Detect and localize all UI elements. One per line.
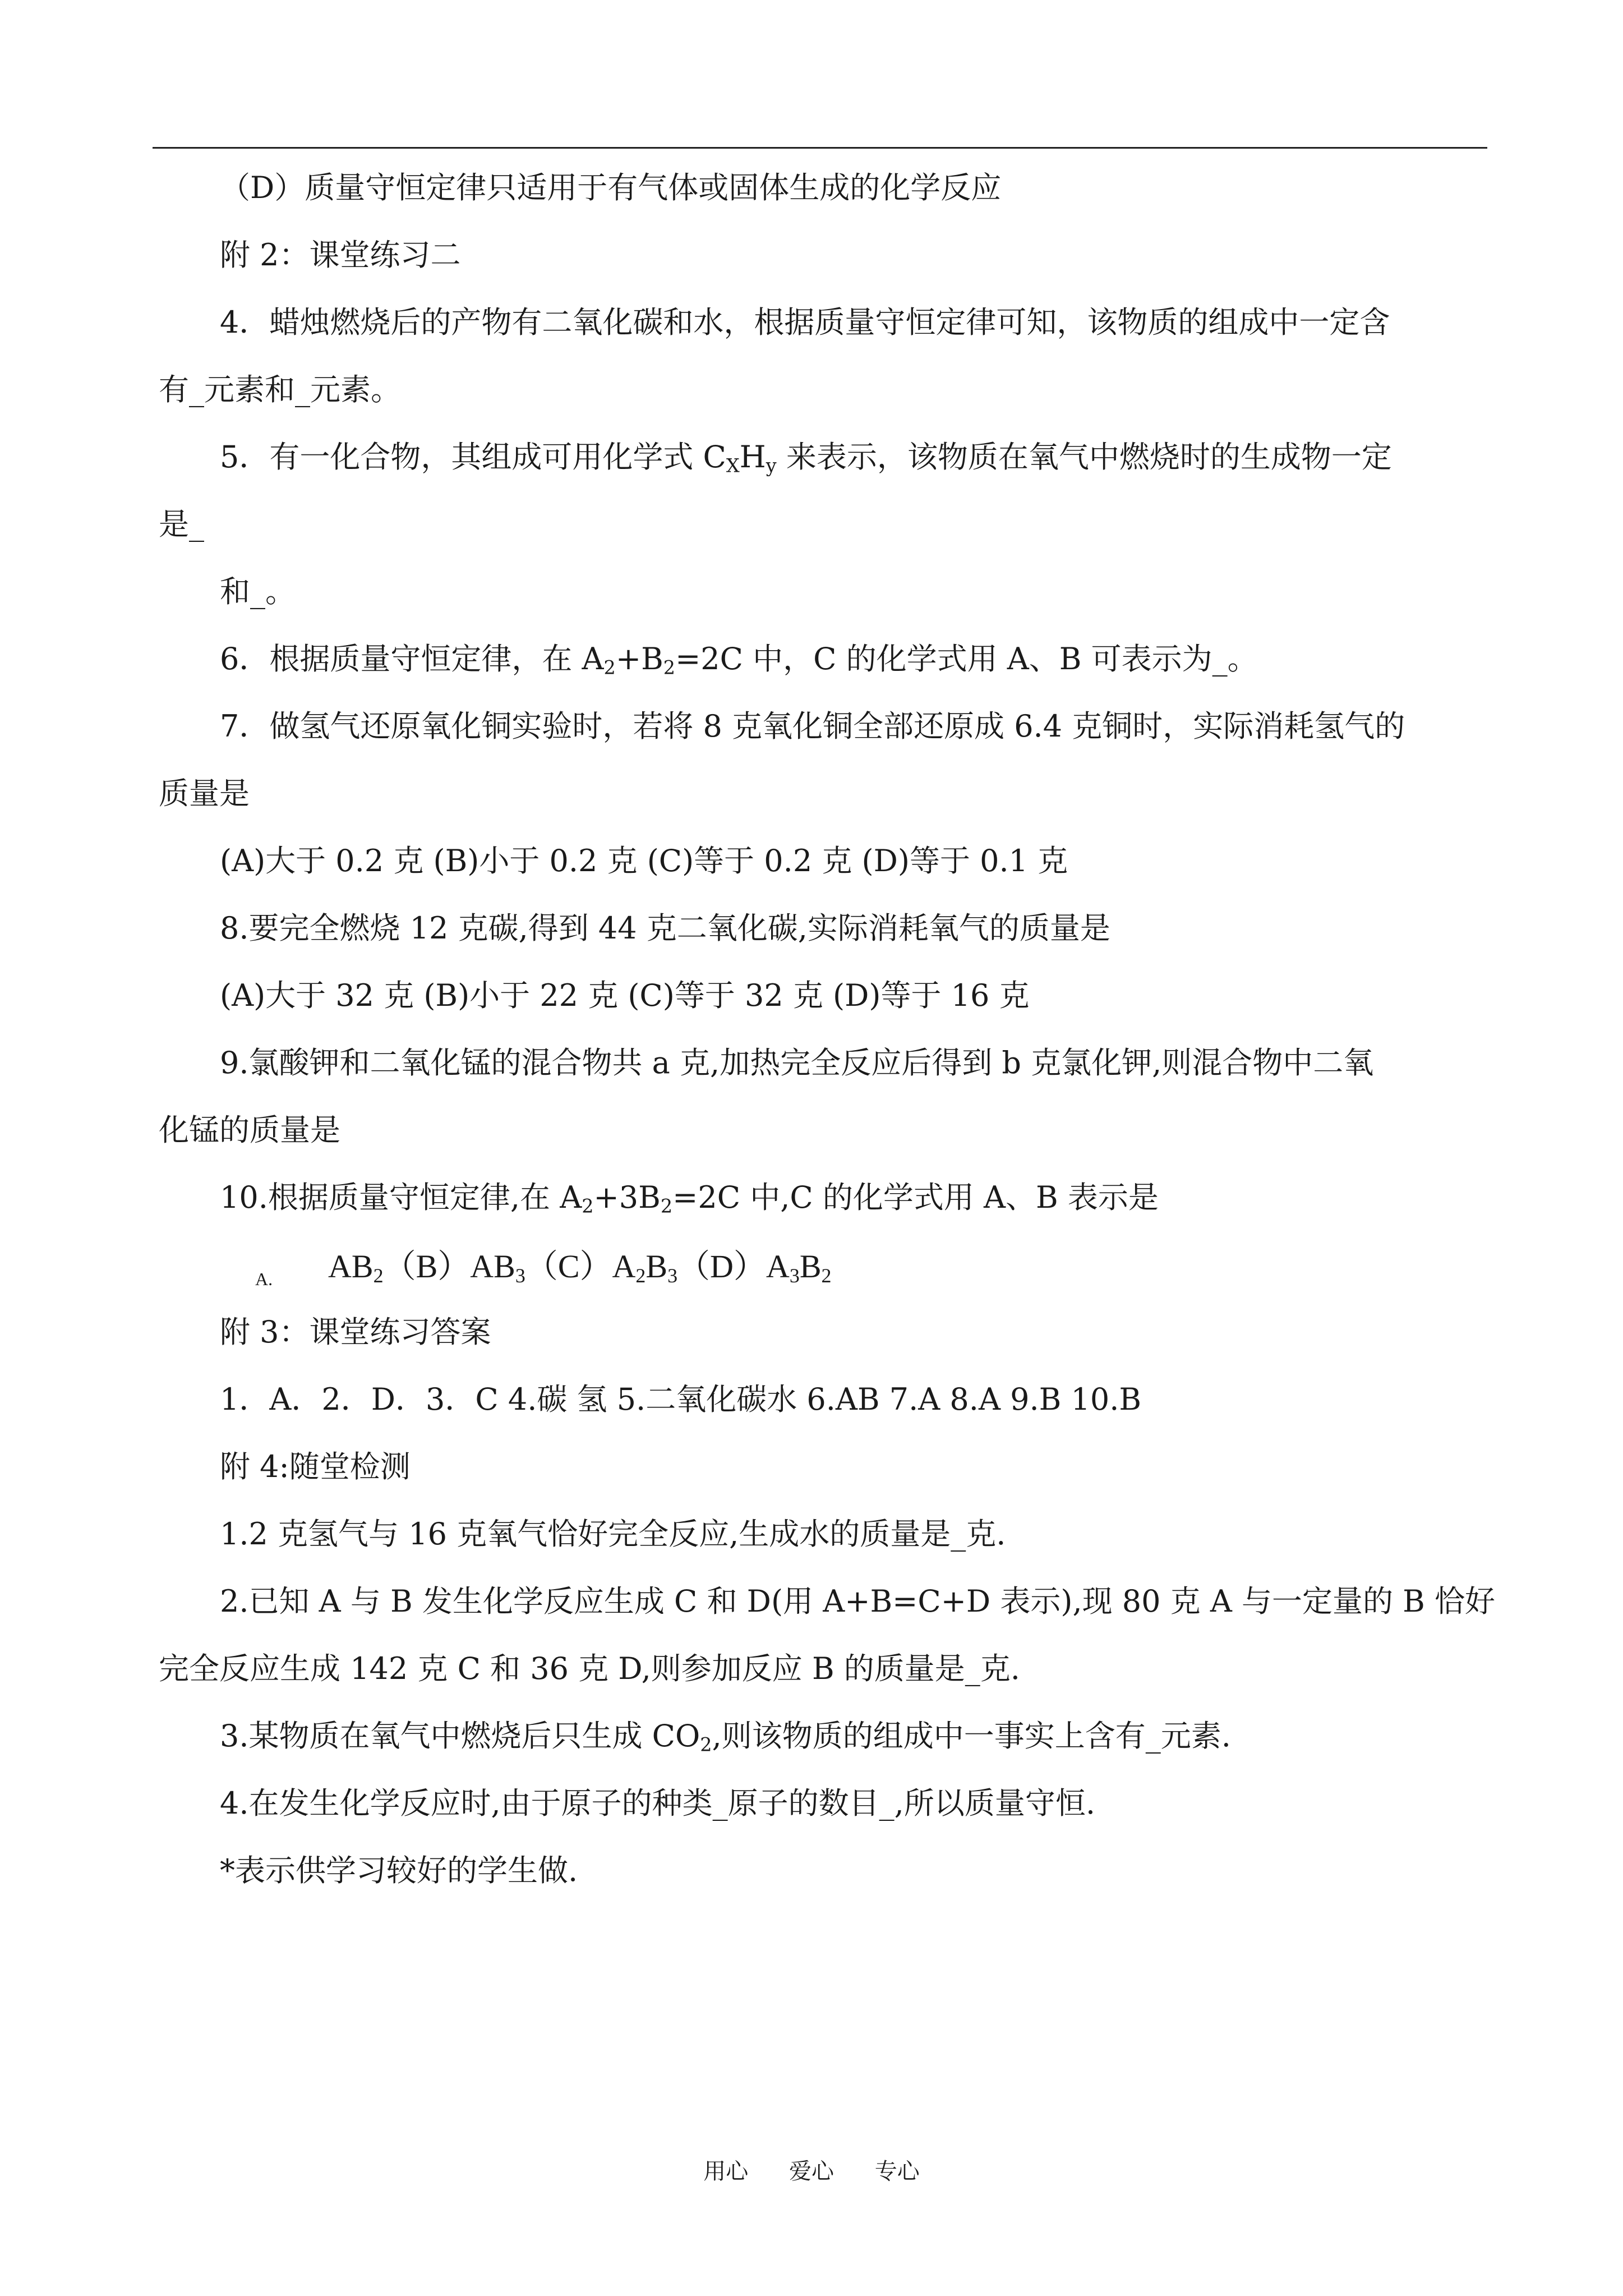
test-3-line: 3.某物质在氧气中燃烧后只生成 $CO_2$,则该物质的组成中一事实上含有_元素.	[220, 1718, 1231, 1756]
question-9-line-1: 9.氯酸钾和二氧化锰的混合物共 a 克,加热完全反应后得到 b 克氯化钾,则混合物中二氧	[220, 1045, 1374, 1080]
question-8-line: 8.要完全燃烧 12 克碳,得到 44 克二氧化碳,实际消耗氧气的质量是	[220, 910, 1110, 946]
question-10-options: $AB_2(B)AB_3(C)A_2B_3(D)A_3B_2$	[328, 1248, 832, 1287]
question-4-line-2: 有_元素和_元素。	[159, 372, 401, 407]
note-line: *表示供学习较好的学生做.	[220, 1853, 578, 1888]
question-7-line-2: 质量是	[159, 776, 250, 811]
question-8-options: (A)大于 32 克 (B)小于 22 克 (C)等于 32 克 (D)等于 16 克	[220, 978, 1030, 1013]
question-5-line-3: 和_。	[220, 574, 296, 609]
question-7-options: (A)大于 0.2 克 (B)小于 0.2 克 (C)等于 0.2 克 (D)等于 0.1 克	[220, 843, 1068, 878]
question-7-line-1: 7．做氢气还原氧化铜实验时，若将 8 克氧化铜全部还原成 6.4 克铜时，实际消耗氢气的	[220, 708, 1405, 744]
question-9-line-2: 化锰的质量是	[159, 1112, 340, 1148]
question-10-line: 10.根据质量守恒定律,在 $A_2+3B_2=2C$ 中,C 的化学式用 A、B 表示是	[220, 1180, 1159, 1217]
test-4-line: 4.在发生化学反应时,由于原子的种类_原子的数目_,所以质量守恒.	[220, 1786, 1096, 1821]
option-d-line: （D）质量守恒定律只适用于有气体或固体生成的化学反应	[220, 170, 1002, 205]
question-10-option-a-letter: A.	[255, 1269, 273, 1289]
question-6-line: 6．根据质量守恒定律，在 $A_2+B_2=2C$ 中，C 的化学式用 A、B 可表示为_。	[220, 641, 1258, 679]
test-1-line: 1.2 克氢气与 16 克氧气恰好完全反应,生成水的质量是_克.	[220, 1516, 1006, 1552]
appendix-2-heading: 附 2：课堂练习二	[220, 237, 461, 273]
test-2-line-1: 2.已知 A 与 B 发生化学反应生成 C 和 D(用 A+B=C+D 表示),现 80 克 A 与一定量的 B 恰好	[220, 1584, 1496, 1619]
appendix-4-heading: 附 4:随堂检测	[220, 1449, 411, 1484]
question-5-line-1: 5．有一化合物，其组成可用化学式 $C_XH_y$ 来表示，该物质在氧气中燃烧时的生成物一定	[220, 439, 1392, 477]
appendix-3-heading: 附 3：课堂练习答案	[220, 1314, 491, 1350]
header-rule	[153, 147, 1487, 149]
page-footer: 用心 爱心 专心	[703, 2159, 920, 2184]
answers-line: 1．A．2．D．3．C 4.碳 氢 5.二氧化碳水 6.AB 7.A 8.A 9.B 10.B	[220, 1382, 1142, 1417]
question-5-line-2: 是_	[159, 507, 204, 542]
question-4-line-1: 4．蜡烛燃烧后的产物有二氧化碳和水，根据质量守恒定律可知，该物质的组成中一定含	[220, 305, 1390, 340]
test-2-line-2: 完全反应生成 142 克 C 和 36 克 D,则参加反应 B 的质量是_克.	[159, 1651, 1020, 1686]
